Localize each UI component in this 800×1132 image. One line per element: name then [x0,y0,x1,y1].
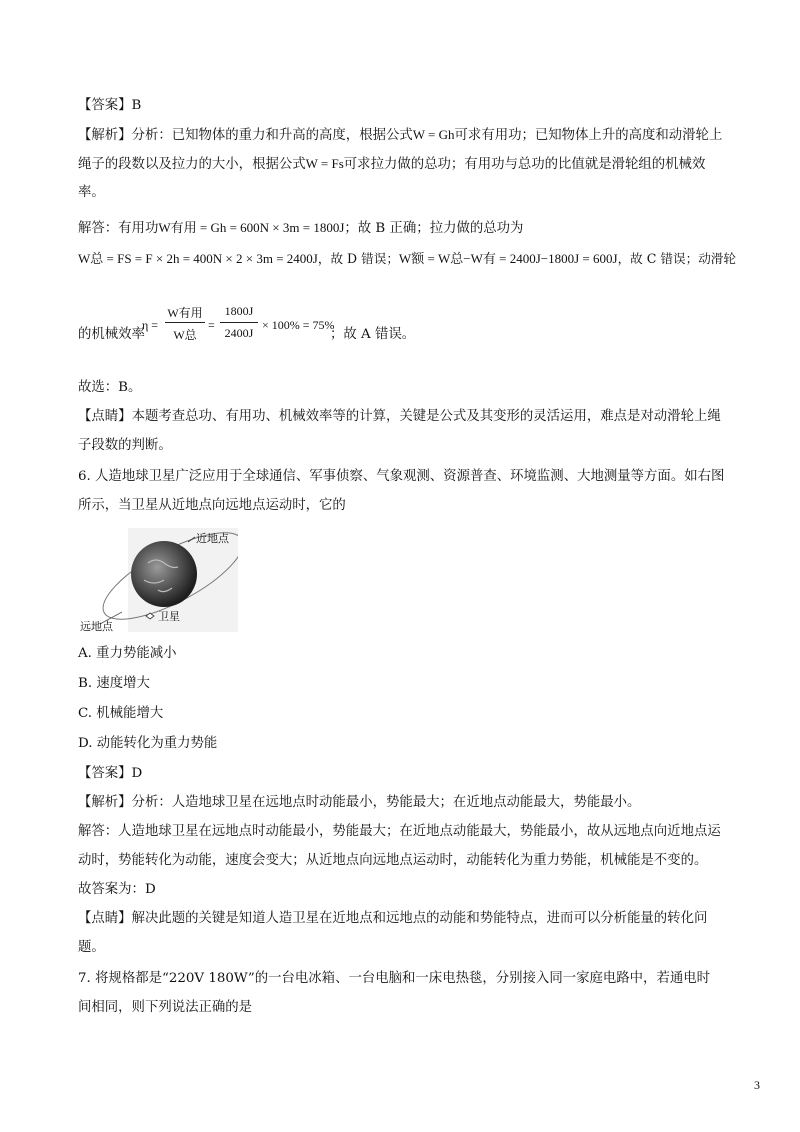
satellite-label: 卫星 [158,610,180,623]
satellite-orbit-figure [78,528,238,632]
choice-line: 故选：B。 [78,380,142,395]
analysis-tag: 【解析】 [78,795,132,810]
question-stem: 所示，当卫星从近地点向远地点运动时，它的 [78,498,346,513]
solution-line: 解答：人造地球卫星在远地点时动能最小，势能最大；在近地点动能最大，势能最小，故从远地点向近地点运 [78,824,721,839]
solution-line: 动时，势能转化为动能，速度会变大；从近地点向远地点运动时，动能转化为重力势能，机械能是不变的。 [78,853,708,868]
formula: W总 = FS = F × 2h = 400N × 2 × 3m = 2400J [78,251,318,266]
fraction-numerator: W有用 [167,306,203,320]
page-number: 3 [754,1078,760,1092]
comment-line: 【点睛】本题考查总功、有用功、机械效率等的计算，关键是公式及其变形的灵活运用，难点是对动滑轮上绳 [78,409,721,424]
formula: W = Gh [412,127,455,142]
eta-symbol: η = [142,318,159,332]
comment-line: 【点睛】解决此题的关键是知道人造卫星在近地点和远地点的动能和势能特点，进而可以分析能量的转化问 [78,911,708,926]
apogee-label: 远地点 [80,620,113,633]
analysis-tag: 【解析】 [78,128,132,143]
option-a: A. 重力势能减小 [78,646,177,661]
analysis-line: 【解析】分析：已知物体的重力和升高的高度，根据公式W = Gh可求有用功；已知物体上升的高度和动滑轮上 [78,127,723,143]
fraction-denominator: W总 [173,328,197,342]
solution-line: W总 = FS = F × 2h = 400N × 2 × 3m = 2400J，故 D 错误；W额 = W总−W有 = 2400J−1800J = 600J，故 C 错误；动滑轮 [78,251,736,266]
analysis-line: 【解析】分析：人造地球卫星在远地点时动能最小，势能最大；在近地点动能最大，势能最小。 [78,795,641,810]
fraction-numerator: 1800J [224,304,254,318]
option-d: D. 动能转化为重力势能 [78,736,218,751]
comment-line: 子段数的判断。 [78,438,172,453]
option-b: B. 速度增大 [78,676,150,691]
question-stem: 间相同，则下列说法正确的是 [78,1000,253,1015]
choice-line: 故答案为：D [78,882,156,897]
comment-tag: 【点睛】 [78,911,132,926]
analysis-line: 率。 [78,185,105,200]
fraction-bar [165,322,205,323]
perigee-label: 近地点 [196,532,229,545]
question-stem: 7. 将规格都是“220V 180W”的一台电冰箱、一台电脑和一床电热毯，分别接入同一家庭电路中，若通电时 [78,971,711,986]
formula: W有用 = Gh = 600N × 3m = 1800J [158,220,345,235]
fraction-denominator: 2400J [224,326,254,340]
formula: × 100% = 75% [262,318,335,332]
question-stem: 6. 人造地球卫星广泛应用于全球通信、军事侦察、气象观测、资源普查、环境监测、大地测量等方面。如右图 [78,469,725,484]
analysis-line: 绳子的段数以及拉力的大小，根据公式W = Fs可求拉力做的总功；有用功与总功的比值就是滑轮组的机械效 [78,156,706,172]
fraction-bar [220,322,258,323]
formula: W额 = W总−W有 = 2400J−1800J = 600J [398,251,618,266]
option-c: C. 机械能增大 [78,706,164,721]
solution-conclusion: ；故 A 错误。 [330,327,416,342]
efficiency-label: 的机械效率 [78,327,145,342]
equals-sign: = [208,318,215,332]
answer-label: 【答案】B [78,98,142,113]
earth-icon [131,541,197,607]
solution-line: 解答：有用功W有用 = Gh = 600N × 3m = 1800J；故 B 正确；拉力做的总功为 [78,220,524,236]
comment-tag: 【点睛】 [78,409,132,424]
formula: W = Fs [305,156,344,171]
answer-label: 【答案】D [78,766,143,781]
comment-line: 题。 [78,940,105,955]
